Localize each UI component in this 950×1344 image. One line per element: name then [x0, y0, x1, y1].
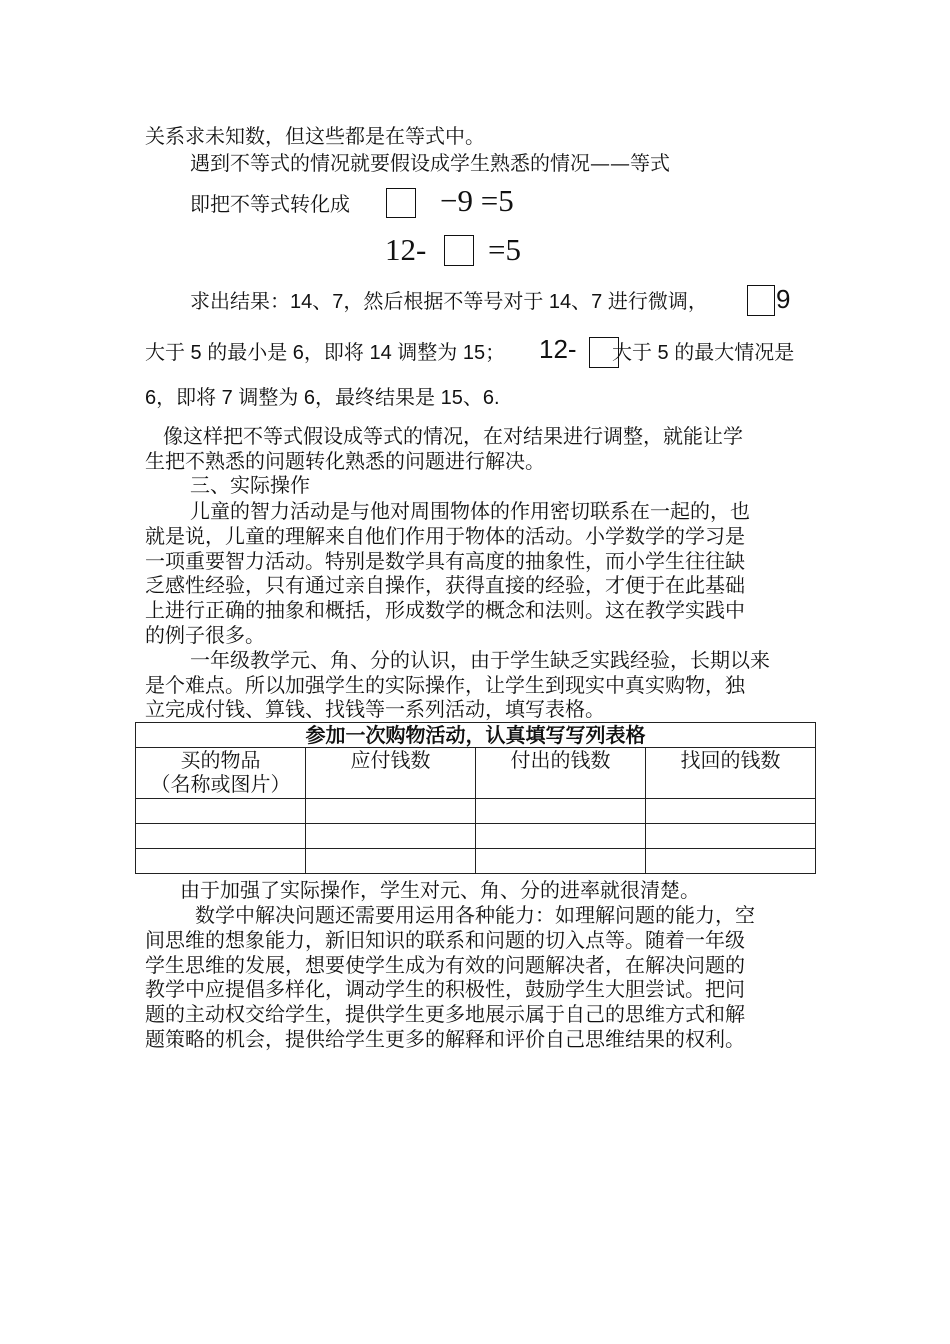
table-cell [136, 799, 306, 824]
table-cell [646, 799, 816, 824]
paragraph-line: 6，即将 7 调整为 6，最终结果是 15、6. [145, 387, 500, 409]
table-cell [476, 799, 646, 824]
paragraph-line: 就是说，儿童的理解来自他们作用于物体的活动。小学数学的学习是 [145, 524, 745, 548]
section-heading: 三、实际操作 [190, 473, 310, 497]
table-cell [306, 824, 476, 849]
table-cell [306, 849, 476, 874]
header-text: 付出的钱数 [510, 748, 611, 772]
paragraph-line: 立完成付钱、算钱、找钱等一系列活动，填写表格。 [145, 697, 605, 721]
paragraph-line: 遇到不等式的情况就要假设成学生熟悉的情况——等式 [190, 151, 670, 175]
blank-box [444, 235, 474, 266]
paragraph-line: 学生思维的发展，想要使学生成为有效的问题解决者，在解决问题的 [145, 953, 745, 977]
equation-text: −9 =5 [440, 183, 514, 218]
equation-label: 即把不等式转化成 [190, 192, 350, 216]
paragraph-line: 像这样把不等式假设成等式的情况，在对结果进行调整，就能让学 [163, 424, 743, 448]
paragraph-line: 题的主动权交给学生，提供学生更多地展示属于自己的思维方式和解 [145, 1002, 745, 1026]
table-row [136, 799, 816, 824]
table-caption: 参加一次购物活动，认真填写写列表格 [136, 723, 816, 748]
paragraph-line: 上进行正确的抽象和概括，形成数学的概念和法则。这在教学实践中 [145, 598, 745, 622]
equation-text: =5 [488, 232, 521, 267]
paragraph-line: 题策略的机会，提供给学生更多的解释和评价自己思维结果的权利。 [145, 1027, 745, 1051]
table-cell [306, 799, 476, 824]
table-row [136, 824, 816, 849]
paragraph-line: 的例子很多。 [145, 623, 265, 647]
table-cell [136, 849, 306, 874]
table-cell [476, 849, 646, 874]
table-header-cell [136, 748, 306, 799]
paragraph-line: 大于 5 的最小是 6，即将 14 调整为 15； [145, 342, 506, 364]
paragraph-line: 一年级教学元、角、分的认识，由于学生缺乏实践经验，长期以来 [190, 648, 770, 672]
header-text: 找回的钱数 [680, 748, 781, 772]
equation-text: 9 [776, 284, 791, 314]
table-cell [476, 824, 646, 849]
table-header-cell [476, 748, 646, 799]
paragraph-line: 乏感性经验，只有通过亲自操作，获得直接的经验，才便于在此基础 [145, 573, 745, 597]
paragraph-line: 大于 5 的最大情况是 [612, 342, 795, 364]
equation-text: 12- [385, 232, 427, 267]
table-header-cell [646, 748, 816, 799]
paragraph-line: 由于加强了实际操作，学生对元、角、分的进率就很清楚。 [180, 878, 700, 902]
paragraph-line: 求出结果：14、7，然后根据不等号对于 14、7 进行微调， [190, 291, 708, 313]
table-cell [646, 824, 816, 849]
blank-box [386, 188, 416, 218]
paragraph-line: 是个难点。所以加强学生的实际操作，让学生到现实中真实购物，独 [145, 673, 745, 697]
paragraph-line: 儿童的智力活动是与他对周围物体的作用密切联系在一起的，也 [190, 499, 750, 523]
header-text: 买的物品 [180, 748, 261, 772]
paragraph-line: 教学中应提倡多样化，调动学生的积极性，鼓励学生大胆尝试。把问 [145, 977, 745, 1001]
paragraph-line: 一项重要智力活动。特别是数学具有高度的抽象性，而小学生往往缺 [145, 549, 745, 573]
blank-box [747, 285, 775, 316]
table-cell [136, 824, 306, 849]
paragraph-line: 间思维的想象能力，新旧知识的联系和问题的切入点等。随着一年级 [145, 928, 745, 952]
equation-text: 12- [539, 334, 577, 364]
header-text: 应付钱数 [350, 748, 431, 772]
paragraph-line: 数学中解决问题还需要用运用各种能力：如理解问题的能力，空 [195, 903, 755, 927]
header-text: （名称或图片） [150, 772, 291, 796]
table-header-cell [306, 748, 476, 799]
shopping-table [135, 722, 816, 874]
paragraph-line: 生把不熟悉的问题转化熟悉的问题进行解决。 [145, 449, 545, 473]
table-row [136, 849, 816, 874]
table-cell [646, 849, 816, 874]
paragraph-line: 关系求未知数，但这些都是在等式中。 [145, 124, 485, 148]
